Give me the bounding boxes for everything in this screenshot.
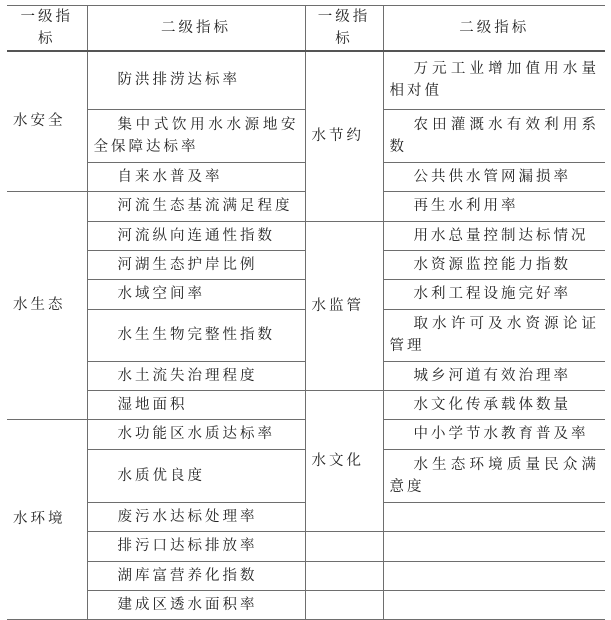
empty-cell [305, 590, 383, 619]
group-water-ecology: 水生态 [7, 191, 87, 419]
indicator-cell: 水质优良度 [87, 449, 305, 502]
indicator-cell: 水文化传承载体数量 [383, 390, 605, 419]
indicator-cell: 农田灌溉水有效利用系数 [383, 109, 605, 162]
indicator-cell: 自来水普及率 [87, 162, 305, 191]
group-water-saving: 水节约 [305, 51, 383, 221]
indicator-cell: 水利工程设施完好率 [383, 279, 605, 309]
indicator-cell: 河流生态基流满足程度 [87, 191, 305, 221]
table-row [7, 390, 605, 419]
indicator-cell: 河流纵向连通性指数 [87, 221, 305, 250]
table-row [7, 221, 605, 250]
indicator-cell: 用水总量控制达标情况 [383, 221, 605, 250]
header-right-level2: 二级指标 [383, 6, 605, 52]
empty-cell [383, 561, 605, 590]
indicator-cell: 建成区透水面积率 [87, 590, 305, 619]
table-row [7, 590, 605, 619]
indicator-cell: 湿地面积 [87, 390, 305, 419]
indicator-cell: 水功能区水质达标率 [87, 419, 305, 449]
indicator-cell: 水域空间率 [87, 279, 305, 309]
empty-cell [305, 531, 383, 561]
indicator-cell: 防洪排涝达标率 [87, 51, 305, 109]
header-left-level1: 一级指标 [7, 6, 87, 52]
indicator-cell: 万元工业增加值用水量相对值 [383, 51, 605, 109]
empty-cell [383, 502, 605, 531]
indicator-cell: 河湖生态护岸比例 [87, 250, 305, 279]
indicator-cell: 公共供水管网漏损率 [383, 162, 605, 191]
indicator-cell: 再生水利用率 [383, 191, 605, 221]
table-row [7, 51, 605, 109]
header-row [7, 6, 605, 52]
indicator-cell: 集中式饮用水水源地安全保障达标率 [87, 109, 305, 162]
indicator-cell: 水生态环境质量民众满意度 [383, 449, 605, 502]
header-left-level2: 二级指标 [87, 6, 305, 52]
empty-cell [383, 590, 605, 619]
group-water-culture: 水文化 [305, 390, 383, 531]
header-right-level1: 一级指标 [305, 6, 383, 52]
indicator-cell: 排污口达标排放率 [87, 531, 305, 561]
table-row [7, 561, 605, 590]
indicator-cell: 水资源监控能力指数 [383, 250, 605, 279]
group-water-supervision: 水监管 [305, 221, 383, 390]
indicator-table [7, 5, 605, 620]
indicator-cell: 城乡河道有效治理率 [383, 361, 605, 390]
group-water-environment: 水环境 [7, 419, 87, 619]
empty-cell [383, 531, 605, 561]
indicator-cell: 水土流失治理程度 [87, 361, 305, 390]
indicator-cell: 取水许可及水资源论证管理 [383, 309, 605, 361]
table-row [7, 531, 605, 561]
indicator-cell: 中小学节水教育普及率 [383, 419, 605, 449]
group-water-safety: 水安全 [7, 51, 87, 191]
indicator-cell: 废污水达标处理率 [87, 502, 305, 531]
indicator-cell: 湖库富营养化指数 [87, 561, 305, 590]
indicator-cell: 水生生物完整性指数 [87, 309, 305, 361]
empty-cell [305, 561, 383, 590]
